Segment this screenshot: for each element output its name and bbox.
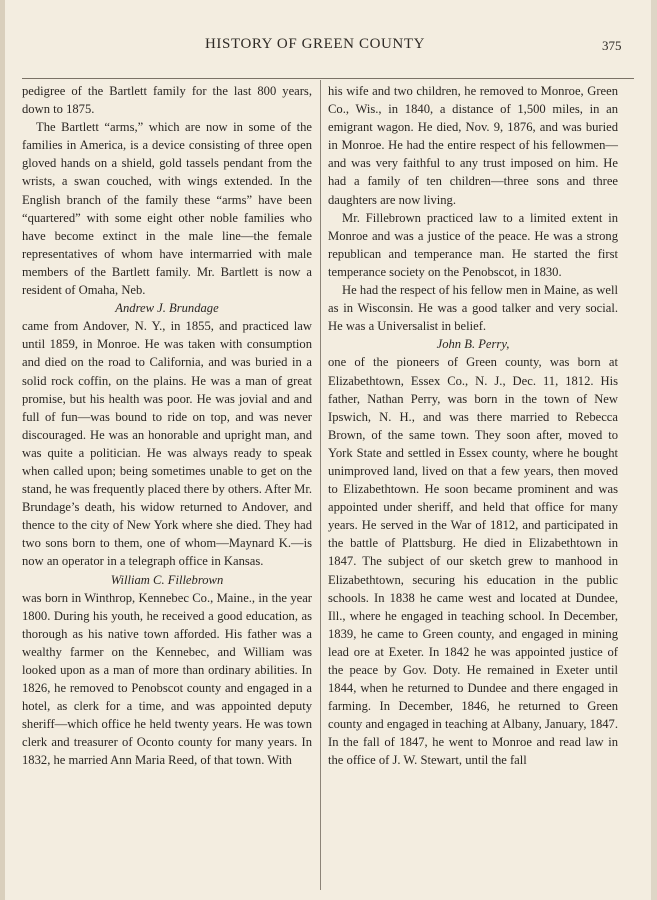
section-heading: John B. Perry,	[436, 337, 510, 352]
section-heading: Andrew J. Brundage	[115, 301, 219, 316]
paragraph: was born in Winthrop, Kennebec Co., Maine., in the year 1800. During his youth, he received a good education, as thorough as his native town afforded. His father was a wealthy farmer on the Kennebec, and William was looked upon as a man of more than ordinary abilities. In 1826, he removed to Penobscot county and engaged in a hotel, as clerk for a time, and was appointed deputy sheriff—which office he held twenty years. He was town clerk and treasurer of Oconto county for many years. In 1832, he married Ann Maria Reed, of that town. With	[22, 590, 312, 768]
paragraph: pedigree of the Bartlett family for the last 800 years, down to 1875.	[22, 84, 312, 117]
column-divider	[320, 80, 321, 890]
page-edge-left	[0, 0, 5, 900]
header-rule	[22, 78, 634, 79]
page-edge-right	[651, 0, 657, 900]
page-number: 375	[602, 38, 622, 53]
paragraph: came from Andover, N. Y., in 1855, and practiced law until 1859, in Monroe. He was taken with consumption and died on the road to California, and was buried in a solid rock coffin, on the plains. He was a man of great promise, but his health was poor. He was jovial and and full of fun—was bound to ride on top, and was never discouraged. He was an honorable and upright man, and was quite a politician. He was always ready to speak when called upon; being sometimes unable to get on the stand, he was frequently placed there by others. After Mr. Brundage’s death, his widow returned to Andover, and thence to the city of New York where she died. They had two sons born to them, one of whom—Maynard K.—is now an operator in a telegraph office in Kansas.	[22, 319, 312, 569]
left-column	[22, 82, 312, 770]
paragraph: He had the respect of his fellow men in Maine, as well as in Wisconsin. He was a good talker and very social. He was a Universalist in belief.	[328, 283, 618, 334]
right-column	[328, 82, 618, 770]
paragraph: Mr. Fillebrown practiced law to a limited extent in Monroe and was a justice of the peace. He was a strong republican and temperance man. He started the first temperance society on the Penobscot, in 1830.	[328, 210, 618, 279]
paragraph: one of the pioneers of Green county, was born at Elizabethtown, Essex Co., N. J., Dec. 11, 1812. His father, Nathan Perry, was born in the town of New Ipswich, N. H., and was there married to Rebecca Brown, of the same town. They soon after, moved to York State and settled in Essex county, where he bought unimproved land, lived on that a few years, then moved to Elizabethtown. He soon became prominent and was appointed under sheriff, and held that office for many years. He served in the War of 1812, and participated in the battle of Plattsburg. He died in Elizabethtown in 1847. The subject of our sketch grew to manhood in Elizabethtown, securing his education in the public schools. In 1838 he came west and located at Dundee, Ill., where he engaged in teaching school. In December, 1839, he came to Green county, and engaged in mining lead ore at Exeter. In 1842 he was appointed justice of the peace by Gov. Doty. He remained in Exeter until 1844, when he returned to Dundee and there engaged in farming. In December, 1846, he returned to Green county and engaged in teaching at Albany, January, 1847. In the fall of 1847, he went to Monroe and read law in the office of J. W. Stewart, until the fall	[328, 355, 618, 768]
section-heading: William C. Fillebrown	[110, 572, 224, 587]
paragraph: The Bartlett “arms,” which are now in some of the families in America, is a device consisting of three open gloved hands on a shield, gold tassels pendant from the wrists, a swan couched, with wings extended. In the English branch of the family these “arms” have been “quartered” with some eight other noble families who have become extinct in the male line—the female representatives of whom have intermarried with male members of the Bartlett family. Mr. Bartlett is now a resident of Omaha, Neb.	[22, 120, 312, 298]
running-title: HISTORY OF GREEN COUNTY	[205, 36, 426, 52]
paragraph: his wife and two children, he removed to Monroe, Green Co., Wis., in 1840, a distance of 1,500 miles, in an emigrant wagon. He died, Nov. 9, 1876, and was buried in Monroe. He had the entire respect of his fellowmen—and was very faithful to any trust imposed on him. He had a family of ten children—three sons and three daughters are now living.	[328, 84, 618, 207]
